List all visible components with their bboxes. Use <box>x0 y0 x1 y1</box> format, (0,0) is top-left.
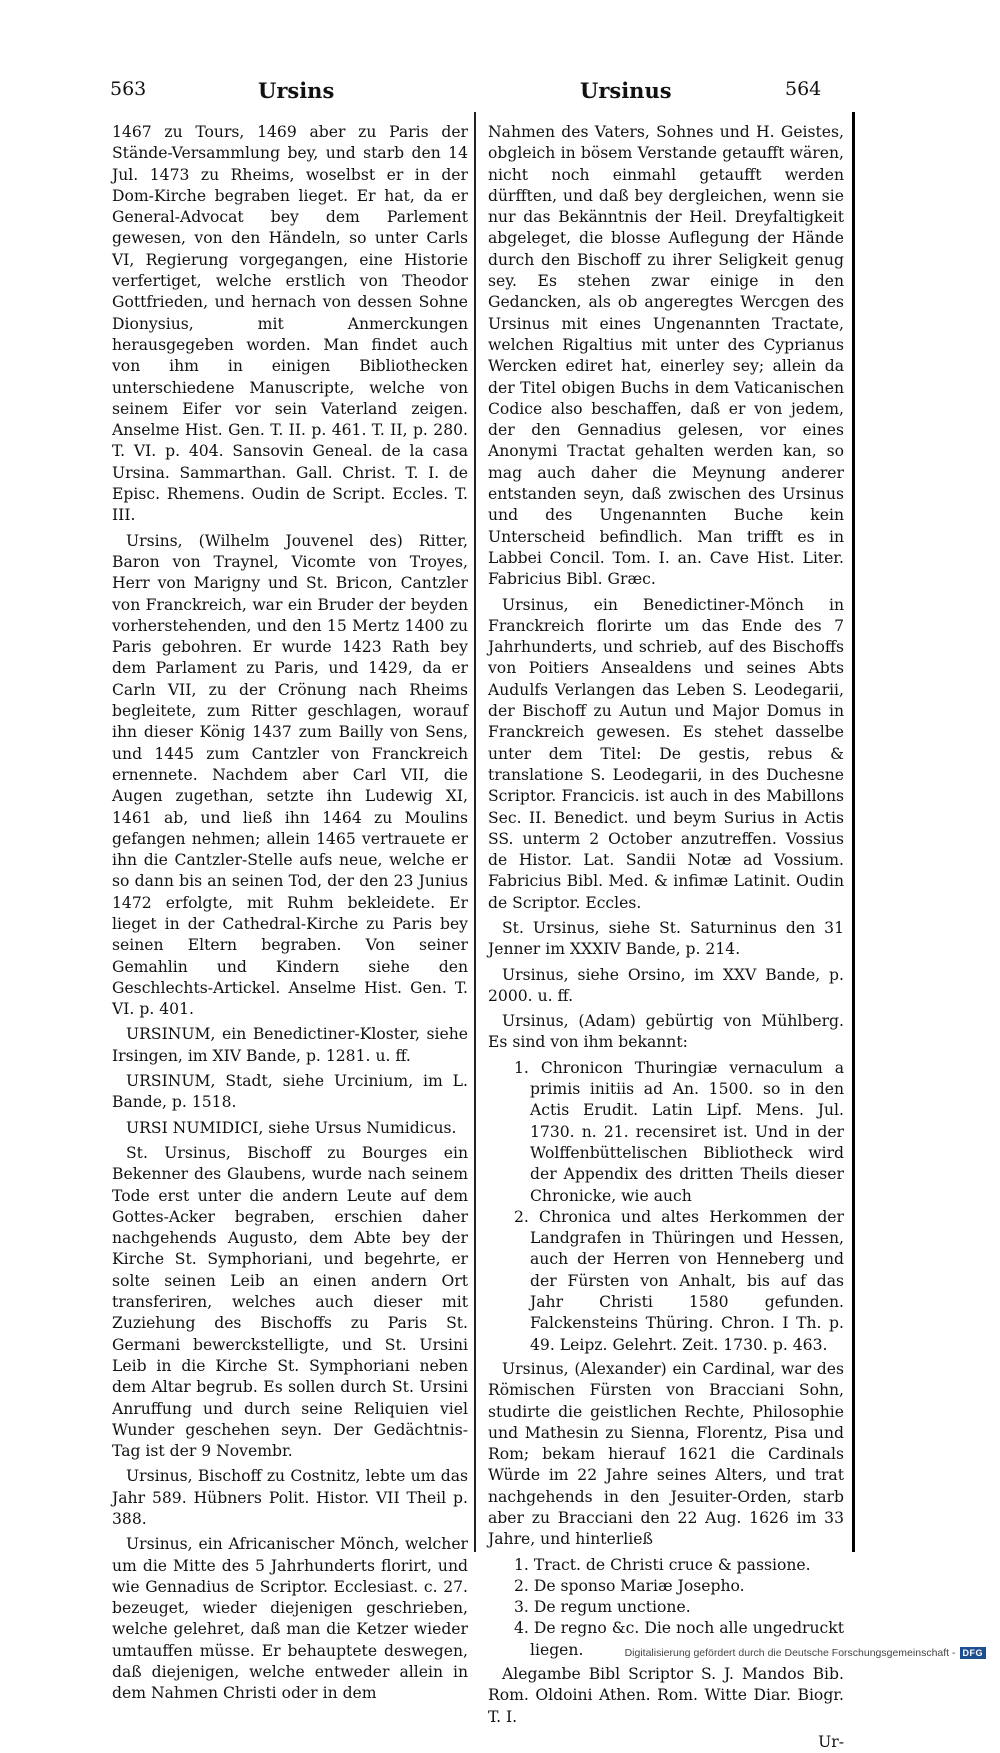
list-item: 1. Chronicon Thuringiæ vernaculum a primis initiis ad An. 1500. so in den Actis Erudit. Latin Lipf. Mens. Jul. 1730. n. 21. recensiret ist. Und in der Wolffenbüttelischen Bibliotheck wird der Appendix des dritten Theils dieser Chronicke, wie auch <box>514 1058 844 1205</box>
adam-works-list <box>488 1058 844 1356</box>
closing-references: Alegambe Bibl Scriptor S. J. Mandos Bib. Rom. Oldoini Athen. Rom. Witte Diar. Biogr. T. I. <box>488 1665 844 1726</box>
entry-ursinum-stadt: URSINUM, Stadt, siehe Urcinium, im L. Bande, p. 1518. <box>112 1072 468 1112</box>
entry-ursi-numidici: URSI NUMIDICI, siehe Ursus Numidicus. <box>126 1118 457 1137</box>
page-edge-rule <box>852 112 855 1552</box>
entry-continuation: 1467 zu Tours, 1469 aber zu Paris der Stände-Versammlung bey, und starb den 14 Jul. 1473 zu Rheims, woselbst er in der Dom-Kirche begraben lieget. Er hat, da er General-Advocat bey dem Parlement gewesen, von den Händeln, so unter Carls VI, Regierung vorgegangen, eine Historie verfertiget, welche erstlich von Theodor Gottfrieden, und hernach von dessen Sohne Dionysius, mit Anmerckungen herausgegeben worden. Man findet auch von ihm in einigen Bibliothecken unterschiedene Manuscripte, welche von seinem Eifer vor sein Vaterland zeigen. Anselme Hist. Gen. T. II. p. 461. T. II, p. 280. T. VI. p. 404. Sansovin Geneal. de la casa Ursina. Sammarthan. Gall. Christ. T. I. de Episc. Rhemens. Oudin de Script. Eccles. T. III. <box>112 123 468 525</box>
list-item: 3. De regum unctione. <box>514 1598 691 1617</box>
entry-st-ursinus-saturninus: St. Ursinus, siehe St. Saturninus den 31 Jenner im XXXIV Bande, p. 214. <box>488 918 844 959</box>
running-head-left: Ursins <box>258 78 335 103</box>
entry-ursinus-benedictiner: Ursinus, ein Benedictiner-Mönch in Franckreich florirte um das Ende des 7 Jahrhunderts, und schrieb, auf des Bischoffs von Poitiers Ansealdens und seines Abts Audulfs Verlangen das Leben S. Leodegarii, der Bischoff zu Autun und Major Domus in Franckreich gewesen. Es stehet dasselbe unter dem Titel: De gestis, rebus & translatione S. Leodegarii, in des Duchesne Scriptor. Francicis. ist auch in des Mabillons Sec. II. Benedict. und beym Surius in Actis SS. unterm 2 October anzutreffen. Vossius de Histor. Lat. Sandii Notæ ad Vossium. Fabricius Bibl. Med. & infimæ Latinit. Oudin de Scriptor. Eccles. <box>488 595 844 912</box>
left-column <box>112 122 468 1703</box>
entry-st-ursinus-bourges: St. Ursinus, Bischoff zu Bourges ein Bekenner des Glaubens, wurde nach seinem Tode erst unter die andern Leute auf dem Gottes-Acker begraben, erschien daher nachgehends Augusto, dem Abte bey der Kirche St. Symphoriani, und begehrte, er solte seinen Leib an einen andern Ort transferiren, welches auch dieser mit Zuziehung des Bischoffs zu Paris St. Germani bewerckstelligte, und St. Ursini Leib in die Kirche St. Symphoriani neben dem Altar begrub. Es sollen durch St. Ursini Anruffung und durch seine Reliquien viel Wunder geschehen seyn. Der Gedächtnis-Tag ist der 9 Novembr. <box>112 1143 468 1461</box>
list-item: 2. De sponso Mariæ Josepho. <box>514 1576 745 1595</box>
list-item: 4. De regno &c. Die noch alle ungedruckt liegen. <box>514 1619 844 1659</box>
entry-ursinus-costnitz: Ursinus, Bischoff zu Costnitz, lebte um das Jahr 589. Hübners Polit. Histor. VII Theil p. 388. <box>112 1467 468 1528</box>
list-item: 2. Chronica und altes Herkommen der Landgrafen in Thüringen und Hessen, auch der Herren von Henneberg und der Fürsten von Anhalt, bis auf das Jahr Christi 1580 gefunden. Falckensteins Thüring. Chron. I Th. p. 49. Leipz. Gelehrt. Zeit. 1730. p. 463. <box>514 1207 844 1354</box>
digitization-footer <box>625 1645 986 1661</box>
dfg-logo: DFG <box>960 1647 987 1659</box>
catchword: Ur- <box>818 1732 844 1751</box>
column-divider <box>474 112 476 1552</box>
page-header <box>110 78 830 118</box>
list-item: 1. Tract. de Christi cruce & passione. <box>514 1555 811 1574</box>
entry-ursinus-adam: Ursinus, (Adam) gebürtig von Mühlberg. Es sind von ihm bekannt: <box>488 1012 844 1052</box>
entry-ursinus-alexander: Ursinus, (Alexander) ein Cardinal, war des Römischen Fürsten von Bracciani Sohn, studirte die geistlichen Rechte, Philosophie und Mathesin zu Sienna, Florentz, Pisa und Rom; bekam hierauf 1621 die Cardinals Würde im 22 Jahre seines Alters, und trat nachgehends in den Jesuiter-Orden, starb aber zu Bracciani den 22 Aug. 1626 im 33 Jahre, und hinterließ <box>488 1359 844 1549</box>
entry-continuation-right: Nahmen des Vaters, Sohnes und H. Geistes, obgleich in bösem Verstande getaufft wären, nicht noch einmahl getaufft werden dürfften, und daß bey dergleichen, wenn sie nur das Bekänntnis der Heil. Dreyfaltigkeit abgeleget, die blosse Auflegung der Hände durch den Bischoff zu ihrer Seligkeit genug sey. Es stehen zwar einige in den Gedancken, als ob angeregtes Wercgen des Ursinus mit eines Ungenannten Tractate, welchen Rigaltius mit unter des Cyprianus Wercken ediret hat, einerley sey; allein da der Titel obigen Buchs in dem Vaticanischen Codice also beschaffen, daß er von jedem, der den Gennadius gelesen, vor eines Anonymi Tractat gehalten werden kan, so mag auch daher die Meynung anderer entstanden seyn, daß zwischen des Ursinus und des Ungenannten Buche kein Unterscheid befindlich. Man trifft es in Labbei Concil. Tom. I. an. Cave Hist. Liter. Fabricius Bibl. Græc. <box>488 123 844 589</box>
entry-ursinus-orsino: Ursinus, siehe Orsino, im XXV Bande, p. 2000. u. ff. <box>488 965 844 1005</box>
entry-ursinum-kloster: URSINUM, ein Benedictiner-Kloster, siehe Irsingen, im XIV Bande, p. 1281. u. ff. <box>112 1025 468 1065</box>
page-number-left: 563 <box>110 78 147 100</box>
page-number-right: 564 <box>785 78 822 100</box>
running-head-right: Ursinus <box>580 78 672 103</box>
footer-text: Digitalisierung gefördert durch die Deutsche Forschungsgemeinschaft - <box>624 1647 956 1659</box>
entry-ursins-wilhelm: Ursins, (Wilhelm Jouvenel des) Ritter, Baron von Traynel, Vicomte von Troyes, Herr von Marigny und St. Bricon, Cantzler von Franckreich, war ein Bruder der beyden vorherstehenden, und den 15 Mertz 1400 zu Paris gebohren. Er wurde 1423 Rath bey dem Parlament zu Paris, und 1429, da er Carln VII, zu der Crönung nach Rheims begleitete, zum Ritter geschlagen, worauf ihn dieser König 1437 zum Bailly von Sens, und 1445 zum Cantzler von Franckreich ernennete. Nachdem aber Carl VII, die Augen zugethan, setzte ihn Ludewig XI, 1461 ab, und ließ ihn 1464 zu Moulins gefangen nehmen; allein 1465 vertrauete er ihn die Cantzler-Stelle aufs neue, welche er so dann bis an seinen Tod, der den 23 Junius 1472 erfolgte, mit Ruhm bekleidete. Er lieget in der Cathedral-Kirche zu Paris bey seinen Eltern begraben. Von seiner Gemahlin und Kindern siehe den Geschlechts-Artickel. Anselme Hist. Gen. T. VI. p. 401. <box>112 531 468 1019</box>
entry-ursinus-africanus: Ursinus, ein Africanischer Mönch, welcher um die Mitte des 5 Jahrhunderts florirt, und wie Gennadius de Scriptor. Ecclesiast. c. 27. bezeuget, wieder diejenigen geschrieben, welche gelehret, daß man die Ketzer wieder umtauffen müsse. Er behauptete deswegen, daß diejenigen, welche entweder allein in dem Nahmen Christi oder in dem <box>112 1535 468 1703</box>
